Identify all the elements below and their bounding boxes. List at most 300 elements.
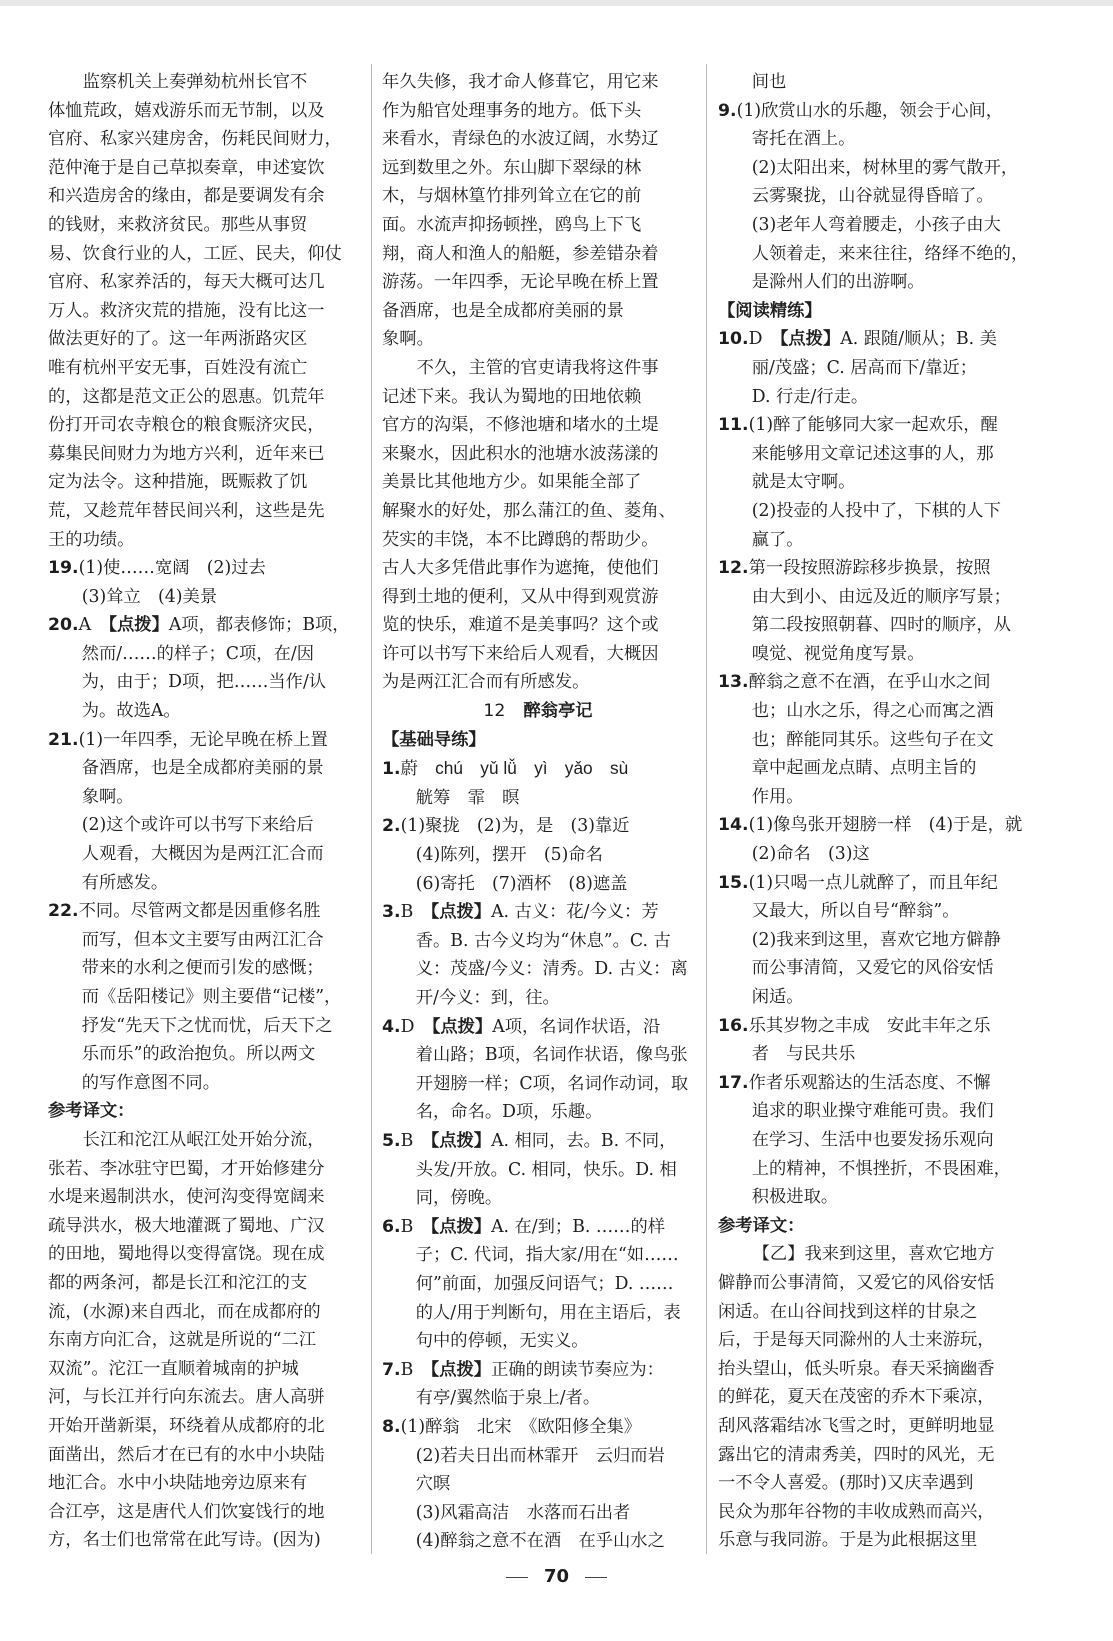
line-text: 览的快乐，难道不是美事吗？这个或: [382, 615, 659, 636]
line-text: 芡实的丰饶，本不比蹲鸱的帮助少。: [382, 529, 659, 550]
line-text: (4)陈列，摆开 (5)命名: [415, 845, 603, 866]
line-text: A. 相同，去。B. 不同，: [491, 1130, 677, 1151]
line-text: 的，这都是范文正公的恩惠。饥荒年: [48, 386, 325, 407]
text-line: [48, 1240, 360, 1269]
text-line: [382, 325, 694, 354]
line-text: 何”前面，加强反问语气；D. ……: [415, 1273, 674, 1294]
line-text: 象啊。: [81, 786, 134, 807]
text-line: [382, 668, 694, 697]
text-line: [718, 1441, 1070, 1470]
line-text: 官府、私家养活的，每天大概可达几: [48, 272, 325, 293]
text-line: [48, 268, 360, 297]
answer-item: [48, 554, 360, 583]
text-line: [48, 1526, 360, 1555]
answer-item: [382, 1013, 694, 1042]
text-line: [382, 870, 694, 899]
text-line: [718, 1097, 1070, 1126]
line-text: 远到数里之外。东山脚下翠绿的林: [382, 157, 642, 178]
text-line: [718, 1240, 1070, 1269]
line-text: 后，于是每天同滁州的人士来游玩，: [718, 1330, 995, 1351]
text-line: [382, 1470, 694, 1499]
column-middle: [382, 68, 694, 1556]
line-text: 的鲜花，夏天在茂密的乔木下乘凉，: [718, 1387, 995, 1408]
text-line: [382, 268, 694, 297]
text-line: [718, 1412, 1070, 1441]
line-text: 着山路；B项，名词作状语，像鸟张: [415, 1045, 688, 1066]
text-line: [718, 440, 1070, 469]
text-line: [718, 1155, 1070, 1184]
line-text: (1)欣赏山水的乐趣，领会于心间，: [736, 100, 1004, 121]
line-text: 唯有杭州平安无事，百姓没有流亡: [48, 357, 308, 378]
text-line: [382, 497, 694, 526]
line-text: (2)太阳出来，树林里的雾气散开，: [751, 157, 1019, 178]
text-line: [382, 468, 694, 497]
text-line: [48, 1412, 360, 1441]
section-number: 12: [483, 701, 506, 722]
hint-label: 【点拨】: [430, 902, 492, 923]
line-text: 抒发“先天下之忧而忧，后天下之: [81, 1015, 333, 1036]
line-text: 为。故选A。: [81, 701, 181, 722]
line-text: B: [400, 1130, 431, 1151]
line-text: 嗅觉、视觉角度写景。: [751, 643, 925, 664]
line-text: B: [400, 902, 431, 923]
hint-label: 【点拨】: [431, 1016, 493, 1037]
text-line: [382, 440, 694, 469]
line-text: A项，名词作状语，沿: [492, 1016, 661, 1037]
text-line: [48, 440, 360, 469]
text-line: [382, 97, 694, 126]
line-text: 香。B. 古今义均为“休息”。C. 古: [415, 930, 671, 951]
line-text: 【乙】我来到这里，喜欢它地方: [752, 1244, 995, 1265]
line-text: 第二段按照朝暮、四时的顺序，从: [751, 615, 1011, 636]
text-line: [718, 1040, 1070, 1069]
text-line: [382, 297, 694, 326]
subheading-text: 【阅读精练】: [718, 300, 822, 321]
text-line: [718, 1269, 1070, 1298]
text-line: [48, 1498, 360, 1527]
text-line: [48, 1155, 360, 1184]
line-text: 章中起画龙点睛、点明主旨的: [751, 758, 977, 779]
line-text: 官方的沟渠，不修池塘和堵水的土堤: [382, 415, 659, 436]
line-text: A项，都表修饰；B项，: [168, 615, 350, 636]
text-line: [48, 383, 360, 412]
line-text: A. 在/到；B. ……的样: [491, 1216, 666, 1237]
line-text: (2)若夫日出而林霏开 云归而岩: [415, 1445, 665, 1466]
column-right: [718, 68, 1070, 1555]
page-number-value: 70: [543, 1566, 570, 1587]
hint-label: 【点拨】: [430, 1130, 492, 1151]
line-text: 一不令人喜爱。(那时)又庆幸遇到: [718, 1473, 974, 1494]
answer-item: [382, 1213, 694, 1242]
line-text: 有亭/翼然临于泉上/者。: [415, 1388, 601, 1409]
text-line: [48, 954, 360, 983]
line-text: 许可以书写下来给后人观看，大概因: [382, 643, 659, 664]
text-line: [48, 926, 360, 955]
line-text: 记述下来。我认为蜀地的田地依赖: [382, 386, 642, 407]
question-number: 17.: [718, 1072, 749, 1093]
text-line: [382, 383, 694, 412]
line-text: (2)命名 (3)这: [751, 844, 870, 865]
line-text: 游荡。一年四季，无论早晚在桥上置: [382, 272, 659, 293]
line-text: 头发/开放。C. 相同，快乐。D. 相: [415, 1159, 677, 1180]
text-line: [48, 1298, 360, 1327]
answer-item: [382, 1127, 694, 1156]
text-line: [48, 1040, 360, 1069]
question-number: 7.: [382, 1359, 401, 1380]
line-text: 追求的职业操守难能可贵。我们: [751, 1101, 994, 1122]
answer-item: [718, 411, 1070, 440]
line-text: 易、饮食行业的人，工匠、民夫，仰仗: [48, 243, 342, 264]
line-text: 是滁州人们的出游啊。: [751, 272, 925, 293]
line-text: 的田地，蜀地得以变得富饶。现在成: [48, 1244, 325, 1265]
text-line: [48, 1269, 360, 1298]
line-text: 范仲淹于是自己草拟奏章，申述宴饮: [48, 157, 325, 178]
text-line: [382, 984, 694, 1013]
line-text: 刮风落霜结冰飞雪之时，更鲜明地显: [718, 1415, 995, 1436]
text-line: [382, 1270, 694, 1299]
line-text: 乐而乐”的政治抱负。所以两文: [81, 1044, 316, 1065]
text-line: [718, 1183, 1070, 1212]
line-text: 备酒席，也是全成都府美丽的景: [81, 758, 324, 779]
text-line: [48, 211, 360, 240]
line-text: 的写作意图不同。: [81, 1072, 220, 1093]
text-line: [718, 583, 1070, 612]
line-text: (4)醉翁之意不在酒 在乎山水之: [415, 1531, 665, 1552]
line-text: 义：茂盛/今义：清秀。D. 古义：离: [415, 959, 688, 980]
answer-item: [718, 325, 1070, 354]
line-text: (1)一年四季，无论早晚在桥上置: [78, 729, 328, 750]
line-text: 然而/……的样子；C项，在/因: [81, 643, 314, 664]
line-text: 地汇合。水中小块陆地旁边原来有: [48, 1473, 308, 1494]
text-line: [48, 297, 360, 326]
question-number: 19.: [48, 558, 79, 579]
hint-label: 【点拨】: [779, 329, 841, 350]
line-text: 僻静而公事清简，又爱它的风俗安恬: [718, 1272, 995, 1293]
text-line: [48, 1326, 360, 1355]
text-line: [718, 783, 1070, 812]
line-text: 解聚水的好处，那么蒲江的鱼、菱角、: [382, 500, 676, 521]
line-text: 河，与长江并行向东流去。唐人高骈: [48, 1387, 325, 1408]
text-line: [718, 354, 1070, 383]
text-line: [718, 1469, 1070, 1498]
subheading: [48, 1097, 360, 1126]
text-line: [382, 640, 694, 669]
text-line: [382, 1299, 694, 1328]
text-line: [718, 1126, 1070, 1155]
line-text: (2)投壶的人投中了，下棋的人下: [751, 500, 1001, 521]
question-number: 3.: [382, 902, 401, 923]
line-text: (3)耸立 (4)美景: [81, 586, 218, 607]
line-text: 都的两条河，都是长江和沱江的支: [48, 1272, 308, 1293]
question-number: 16.: [718, 1015, 749, 1036]
line-text: 而写，但本文主要写由两江汇合: [81, 929, 324, 950]
line-text: 来聚水，因此积水的池塘水波荡漾的: [382, 443, 659, 464]
answer-item: [48, 897, 360, 926]
text-line: [382, 154, 694, 183]
text-line: [48, 1441, 360, 1470]
question-number: 9.: [718, 100, 737, 121]
line-text: 官府、私家兴建房舍，伤耗民间财力，: [48, 129, 342, 150]
line-text: 开始开凿新渠，环绕着从成都府的北: [48, 1415, 325, 1436]
line-text: D: [400, 1016, 432, 1037]
question-number: 10.: [718, 329, 749, 350]
question-number: 8.: [382, 1416, 401, 1437]
text-line: [382, 784, 694, 813]
line-text: 体恤荒政，嬉戏游乐而无节制，以及: [48, 100, 325, 121]
line-text: 开/今义：到，往。: [415, 988, 560, 1008]
question-number: 13.: [718, 672, 749, 693]
text-line: [382, 1156, 694, 1185]
text-line: [718, 1326, 1070, 1355]
text-line: [382, 354, 694, 383]
line-text: 寄托在酒上。: [751, 129, 856, 150]
line-text: 张若、李冰驻守巴蜀，才开始修建分: [48, 1158, 325, 1179]
text-line: [382, 1442, 694, 1471]
answer-item: [718, 811, 1070, 840]
text-line: [718, 1355, 1070, 1384]
line-text: 合江亭，这是唐代人们饮宴饯行的地: [48, 1501, 325, 1522]
line-text: 露出它的清肃秀美，四时的风光，无: [718, 1444, 995, 1465]
line-text: 丽/茂盛；C. 居高而下/靠近；: [751, 357, 978, 378]
line-text: 疏导洪水，极大地灌溉了蜀地、广汉: [48, 1215, 325, 1236]
text-line: [382, 841, 694, 870]
line-text: 不久，主管的官吏请我将这件事: [416, 357, 659, 378]
line-text: (3)风霜高洁 水落而石出者: [415, 1502, 631, 1523]
line-text: 监察机关上奏弹劾杭州长官不: [82, 72, 308, 92]
line-text: 同，傍晚。: [415, 1188, 503, 1209]
text-line: [382, 125, 694, 154]
line-text: 作为船官处理事务的地方。低下头: [382, 100, 642, 121]
text-line: [48, 154, 360, 183]
subheading-text: 参考译文：: [718, 1215, 805, 1236]
column-divider: [371, 64, 372, 1554]
column-left: [48, 68, 360, 1555]
line-text: 就是太守啊。: [751, 472, 856, 493]
question-number: 5.: [382, 1130, 401, 1151]
line-text: 子；C. 代词，指大家/用在“如……: [415, 1245, 679, 1266]
line-text: 的人/用于判断句，用在主语后，表: [415, 1302, 681, 1323]
text-line: [382, 68, 694, 97]
line-text: 由大到小、由远及近的顺序写景；: [751, 586, 1011, 607]
section-title: [382, 697, 694, 726]
text-line: [718, 640, 1070, 669]
text-line: [718, 926, 1070, 955]
text-line: [382, 583, 694, 612]
line-text: 赢了。: [751, 529, 804, 550]
hint-label: 【点拨】: [430, 1216, 492, 1237]
line-text: 抬头望山，低头听泉。春天采摘幽香: [718, 1358, 995, 1379]
text-line: [718, 1498, 1070, 1527]
line-text: (1)只喝一点儿就醉了，而且年纪: [748, 872, 998, 893]
text-line: [382, 611, 694, 640]
line-text: 面。水流声抑扬顿挫，鸥鸟上下飞: [382, 214, 642, 235]
text-line: [382, 955, 694, 984]
line-text: 为，由于；D项，把……当作/认: [81, 672, 327, 693]
line-text: A. 跟随/顺从；B. 美: [840, 329, 997, 350]
hint-label: 【点拨】: [430, 1359, 492, 1380]
line-text: (1)像鸟张开翅膀一样 (4)于是，就: [748, 815, 1023, 836]
text-line: [48, 497, 360, 526]
text-line: [48, 668, 360, 697]
line-text: (1)醉翁 北宋 《欧阳修全集》: [400, 1416, 642, 1437]
column-divider: [706, 64, 707, 1554]
line-text: 双流”。沱江一直顺着城南的护城: [48, 1358, 299, 1379]
line-text: 备酒席，也是全成都府美丽的景: [382, 300, 624, 321]
text-line: [718, 125, 1070, 154]
line-text: 人观看，大概因为是两江汇合而: [81, 844, 324, 865]
text-line: [48, 354, 360, 383]
line-text: 作者乐观豁达的生活态度、不懈: [748, 1072, 991, 1093]
line-text: 乐意与我同游。于是为此根据这里: [718, 1530, 978, 1551]
text-line: [718, 1298, 1070, 1327]
question-number: 20.: [48, 615, 79, 636]
text-line: [382, 927, 694, 956]
line-text: 得到土地的便利，又从中得到观赏游: [382, 586, 659, 607]
line-text: 乐其岁物之丰成 安此丰年之乐: [748, 1015, 991, 1036]
text-line: [382, 1241, 694, 1270]
line-text: 翔，商人和渔人的船艇，参差错杂着: [382, 243, 659, 264]
text-line: [718, 154, 1070, 183]
text-line: [48, 583, 360, 612]
line-text: (6)寄托 (7)酒杯 (8)遮盖: [415, 873, 628, 894]
answer-item: [382, 754, 694, 784]
text-line: [718, 68, 1070, 97]
line-text: 万人。救济灾荒的措施，没有比这一: [48, 300, 325, 321]
text-line: [48, 783, 360, 812]
line-text: 开翅膀一样；C项，名词作动词，取: [415, 1073, 689, 1094]
page-number-dash: [506, 1577, 528, 1578]
question-number: 14.: [718, 815, 749, 836]
text-line: [48, 468, 360, 497]
text-line: [718, 840, 1070, 869]
text-line: [48, 983, 360, 1012]
line-text: 来能够用文章记述这事的人，那: [751, 443, 994, 464]
text-line: [48, 182, 360, 211]
line-text: D: [748, 329, 780, 350]
line-text: (1)使……宽阔 (2)过去: [78, 558, 266, 579]
subheading: [718, 1212, 1070, 1241]
line-text: 觥筹 霏 暝: [415, 787, 520, 808]
line-text: 年久失修，我才命人修葺它，用它来: [382, 72, 659, 92]
text-line: [48, 1469, 360, 1498]
line-text: 云雾聚拢，山谷就显得昏暗了。: [751, 186, 994, 207]
pinyin-text: 蔚 chú yǔ lǚ yì yǎo sù: [400, 758, 629, 779]
subheading-text: 参考译文：: [48, 1101, 135, 1122]
text-line: [48, 325, 360, 354]
text-line: [48, 240, 360, 269]
line-text: 醉翁之意不在酒，在乎山水之间: [748, 672, 991, 693]
line-text: 而公事清简，又爱它的风俗安恬: [751, 958, 994, 979]
line-text: 积极进取。: [751, 1187, 839, 1208]
line-text: 象啊。: [382, 329, 434, 350]
text-line: [382, 240, 694, 269]
line-text: 东南方向汇合，这就是所说的“二江: [48, 1330, 317, 1351]
line-text: 作用。: [751, 786, 804, 807]
answer-item: [382, 1413, 694, 1442]
text-line: [48, 1012, 360, 1041]
text-line: [48, 68, 360, 97]
text-line: [718, 983, 1070, 1012]
line-text: 面凿出，然后才在已有的水中小块陆: [48, 1444, 325, 1465]
text-line: [382, 182, 694, 211]
line-text: 上的精神，不惧挫折，不畏困难，: [751, 1158, 1011, 1179]
answer-item: [718, 97, 1070, 126]
text-line: [48, 811, 360, 840]
text-line: [48, 697, 360, 726]
text-line: [718, 697, 1070, 726]
text-line: [382, 1041, 694, 1070]
text-line: [718, 1383, 1070, 1412]
text-line: [48, 1355, 360, 1384]
line-text: 方，名士们也常常在此写诗。(因为): [48, 1530, 321, 1551]
line-text: 美景比其他地方少。如果能全部了: [382, 472, 642, 493]
line-text: (3)老年人弯着腰走，小孩子由大: [751, 214, 1001, 235]
text-line: [48, 840, 360, 869]
line-text: 间也: [751, 72, 787, 92]
line-text: (1)醉了能够同大家一起欢乐，醒: [748, 415, 998, 436]
text-line: [382, 1499, 694, 1528]
text-line: [718, 268, 1070, 297]
question-number: 6.: [382, 1216, 401, 1237]
text-line: [718, 897, 1070, 926]
text-line: [718, 182, 1070, 211]
text-line: [48, 869, 360, 898]
text-line: [382, 1327, 694, 1356]
line-text: 闲适。: [751, 987, 804, 1007]
scan-edge: [0, 0, 1113, 6]
line-text: 名，命名。D项，乐趣。: [415, 1102, 603, 1123]
text-line: [48, 526, 360, 555]
line-text: B: [400, 1359, 431, 1380]
text-line: [382, 1184, 694, 1213]
subheading-text: 【基础导练】: [382, 729, 486, 750]
answer-item: [382, 1356, 694, 1385]
line-text: 募集民间财力为地方兴利，近年来已: [48, 443, 325, 464]
answer-item: [718, 869, 1070, 898]
line-text: 而《岳阳楼记》则主要借“记楼”，: [81, 987, 342, 1007]
answer-item: [718, 1069, 1070, 1098]
text-line: [48, 1383, 360, 1412]
text-line: [48, 97, 360, 126]
line-text: 有所感发。: [81, 872, 169, 893]
subheading: [382, 726, 694, 755]
text-line: [718, 526, 1070, 555]
section-heading: 醉翁亭记: [523, 701, 593, 722]
text-line: [718, 611, 1070, 640]
text-line: [48, 1069, 360, 1098]
text-line: [718, 954, 1070, 983]
question-number: 4.: [382, 1016, 401, 1037]
line-text: 长江和沱江从岷江处开始分流，: [82, 1129, 325, 1150]
line-text: 的钱财，来救济贫民。那些从事贸: [48, 214, 308, 235]
line-text: 正确的朗读节奏应为：: [491, 1359, 664, 1380]
question-number: 15.: [718, 872, 749, 893]
text-line: [382, 526, 694, 555]
line-text: 定为法令。这种措施，既赈救了饥: [48, 472, 308, 493]
line-text: 木，与烟林篁竹排列耸立在它的前: [382, 186, 642, 207]
text-line: [382, 1070, 694, 1099]
text-line: [382, 554, 694, 583]
line-text: 句中的停顿，无实义。: [415, 1331, 589, 1352]
hint-label: 【点拨】: [108, 615, 169, 636]
line-text: 流，(水源)来自西北，而在成都府的: [48, 1301, 321, 1322]
text-line: [48, 1183, 360, 1212]
text-line: [718, 468, 1070, 497]
line-text: 穴暝: [415, 1474, 451, 1495]
line-text: 古人大多凭借此事作为遮掩，使他们: [382, 558, 659, 579]
line-text: A: [78, 615, 109, 636]
line-text: 人领着走，来来往往，络绎不绝的，: [751, 243, 1029, 264]
